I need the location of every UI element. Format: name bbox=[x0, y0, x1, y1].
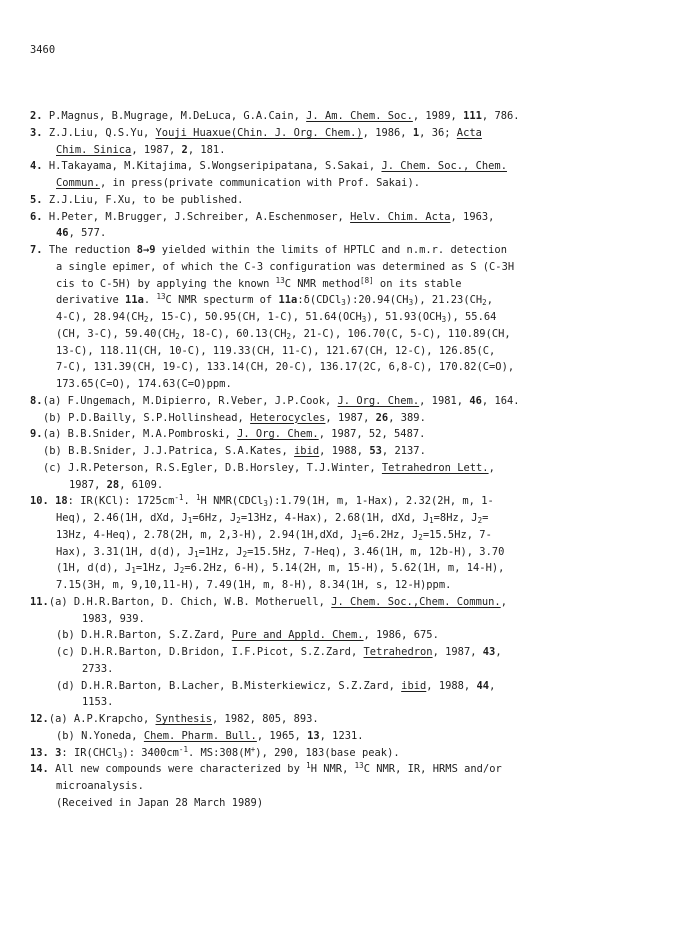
reference-line bbox=[30, 527, 666, 544]
text-run: , 1987, bbox=[325, 411, 376, 424]
text-run: (a) A.P.Krapcho, bbox=[48, 713, 156, 725]
journal-name: Youji Huaxue(Chin. J. Org. Chem.) bbox=[155, 126, 363, 139]
text-run: , 1988, bbox=[319, 445, 370, 457]
text-run: ):1.79(1H, m, 1-Hax), 2.32(2H, m, 1- bbox=[267, 495, 494, 508]
text-run: , bbox=[495, 646, 502, 658]
journal-name: J. Chem. Soc., Chem. bbox=[381, 160, 507, 173]
text-run: , 1987, bbox=[131, 143, 182, 156]
text-run: H NMR, bbox=[310, 763, 355, 776]
text-run: 2733. bbox=[82, 662, 114, 675]
text-run: , 21-C), 106.70(C, 5-C), 110.89(CH, bbox=[291, 327, 511, 340]
text-run: , 1963, bbox=[450, 210, 495, 223]
text-run: , 1982, 805, 893. bbox=[212, 713, 319, 725]
reference-line bbox=[30, 661, 666, 678]
text-run: 7.15(3H, m, 9,10,11-H), 7.49(1H, m, 8-H), 8.34(1H, s, 12-H)ppm. bbox=[56, 579, 452, 591]
reference-line bbox=[30, 359, 666, 376]
text-run: Z.J.Liu, Q.S.Yu, bbox=[42, 126, 156, 139]
reference-line bbox=[30, 544, 666, 561]
text-run: microanalysis. bbox=[56, 780, 144, 792]
text-run: :δ(CDCl bbox=[297, 294, 342, 307]
bold-value: 1 bbox=[412, 126, 420, 139]
text-run: Z.J.Liu, F.Xu, to be published. bbox=[42, 193, 244, 206]
journal-name: Commun. bbox=[56, 177, 100, 189]
references-section bbox=[30, 108, 666, 812]
subscript: 1 bbox=[357, 532, 362, 542]
text-run: : IR(CHCl bbox=[61, 746, 118, 759]
text-run: : IR(KCl): 1725cm bbox=[67, 495, 175, 508]
reference-number: 3. bbox=[30, 126, 43, 139]
text-run: , bbox=[500, 595, 507, 608]
journal-name: J. Am. Chem. Soc. bbox=[306, 110, 413, 122]
bold-value: 28 bbox=[106, 478, 120, 491]
text-run: H.Takayama, M.Kitajima, S.Wongseripipatana, S.Sakai, bbox=[42, 160, 382, 173]
reference-line bbox=[30, 410, 666, 427]
reference-line bbox=[30, 259, 666, 276]
text-run: , 1981, bbox=[419, 394, 470, 407]
journal-name: ibid bbox=[294, 445, 320, 457]
reference-line bbox=[30, 560, 666, 577]
journal-name: Chim. Sinica bbox=[56, 143, 132, 156]
bold-value: 46 bbox=[469, 394, 482, 407]
bold-value: 44 bbox=[476, 679, 490, 692]
subscript: 3 bbox=[341, 298, 346, 308]
text-run: , 1965, bbox=[256, 729, 308, 742]
reference-line bbox=[30, 192, 666, 209]
text-run: =6.2Hz, J bbox=[361, 528, 419, 541]
text-run: . MS:308(M bbox=[187, 746, 251, 759]
journal-name: ibid bbox=[401, 679, 427, 692]
reference-line bbox=[30, 745, 666, 762]
text-run: , 1231. bbox=[319, 729, 364, 742]
reference-line bbox=[30, 125, 666, 142]
reference-line bbox=[30, 694, 666, 711]
text-run: =1Hz, J bbox=[198, 545, 243, 558]
subscript: 2 bbox=[236, 516, 241, 525]
text-run: (b) B.B.Snider, J.J.Patrica, S.A.Kates, bbox=[43, 445, 295, 457]
reference-line bbox=[30, 577, 666, 594]
subscript: 3 bbox=[361, 315, 367, 324]
reference-line bbox=[30, 326, 666, 343]
subscript: 3 bbox=[408, 298, 414, 308]
text-run: (1H, d(d), J bbox=[56, 562, 132, 575]
subscript: 2 bbox=[179, 566, 185, 576]
bold-value: 111 bbox=[463, 110, 482, 122]
text-run: ), 21.23(CH bbox=[413, 294, 483, 307]
text-run: , 1989, bbox=[412, 110, 464, 122]
reference-line bbox=[30, 292, 666, 309]
journal-name: Tetrahedron Lett. bbox=[381, 461, 489, 474]
subscript: 1 bbox=[187, 516, 193, 525]
journal-name: J. Org. Chem. bbox=[337, 394, 420, 407]
text-run: , 164. bbox=[481, 394, 520, 407]
text-run: ), 51.93(OCH bbox=[366, 311, 442, 323]
text-run: on its stable bbox=[373, 277, 462, 290]
reference-number: 13. bbox=[30, 746, 49, 759]
text-run: ): 3400cm bbox=[122, 746, 179, 759]
text-run: =1Hz, J bbox=[135, 562, 180, 575]
reference-line bbox=[30, 678, 666, 695]
reference-line bbox=[30, 611, 666, 628]
text-run: 13Hz, 4-Heq), 2.78(2H, m, 2,3-H), 2.94(1H,dXd, J bbox=[56, 528, 358, 541]
subscript: 3 bbox=[117, 750, 123, 760]
text-run: (b) N.Yoneda, bbox=[56, 729, 144, 742]
reference-line bbox=[30, 778, 666, 795]
text-run: 1983, 939. bbox=[82, 612, 145, 625]
journal-name: J. Org. Chem. bbox=[237, 428, 319, 441]
journal-name: Tetrahedron bbox=[363, 646, 433, 658]
text-run: C NMR, IR, HRMS and/or bbox=[363, 763, 502, 776]
text-run: The reduction bbox=[42, 244, 137, 256]
text-run: , 1987, bbox=[432, 646, 483, 658]
reference-line bbox=[30, 644, 666, 661]
subscript: 3 bbox=[263, 499, 268, 509]
reference-number: 12. bbox=[30, 713, 49, 725]
text-run: All new compounds were characterized by bbox=[48, 763, 307, 776]
bold-value: 3 bbox=[55, 746, 62, 759]
text-run: . bbox=[183, 495, 196, 508]
reference-line bbox=[30, 493, 666, 510]
bold-value: 2 bbox=[181, 143, 188, 156]
reference-line bbox=[30, 443, 666, 460]
subscript: 3 bbox=[441, 315, 447, 324]
text-run: H NMR(CDCl bbox=[200, 495, 264, 508]
text-run: (CH, 3-C), 59.40(CH bbox=[56, 327, 176, 340]
reference-line bbox=[30, 142, 666, 159]
page-number: 3460 bbox=[30, 44, 56, 56]
text-run: (c) D.H.R.Barton, D.Bridon, I.F.Picot, S.Z.Zard, bbox=[56, 646, 364, 658]
subscript: 2 bbox=[482, 298, 487, 308]
subscript: 2 bbox=[143, 315, 149, 324]
text-run: (d) D.H.R.Barton, B.Lacher, B.Misterkiewicz, S.Z.Zard, bbox=[56, 679, 402, 692]
reference-number: 5. bbox=[30, 193, 43, 206]
journal-name: Synthesis bbox=[155, 713, 212, 725]
text-run: 1153. bbox=[82, 696, 114, 709]
text-run: 7-C), 131.39(CH, 19-C), 133.14(CH, 20-C), 136.17(2C, 6,8-C), 170.82(C=O), bbox=[56, 361, 515, 374]
superscript: [8] bbox=[360, 275, 374, 285]
reference-number: 46 bbox=[56, 227, 69, 240]
reference-line bbox=[30, 393, 666, 410]
superscript: 13 bbox=[275, 275, 285, 285]
reference-line bbox=[30, 309, 666, 326]
text-run: , 6109. bbox=[119, 478, 164, 491]
text-run: 4-C), 28.94(CH bbox=[56, 311, 144, 323]
text-run: , 577. bbox=[68, 227, 107, 240]
text-run: . bbox=[143, 294, 157, 307]
superscript: -1 bbox=[174, 493, 184, 503]
text-run: , 1987, 52, 5487. bbox=[318, 428, 426, 441]
reference-line bbox=[30, 761, 666, 778]
text-run: , bbox=[488, 461, 495, 474]
journal-name: Heterocycles bbox=[250, 411, 326, 424]
text-run: cis to C-5H) by applying the known bbox=[56, 277, 276, 290]
reference-line bbox=[30, 175, 666, 192]
subscript: 2 bbox=[418, 532, 423, 542]
text-run: (a) B.B.Snider, M.A.Pombroski, bbox=[42, 428, 238, 441]
text-run: (Received in Japan 28 March 1989) bbox=[56, 796, 264, 809]
reference-line bbox=[30, 225, 666, 242]
text-run: (a) D.H.R.Barton, D. Chich, W.B. Motheruell, bbox=[48, 595, 332, 608]
reference-number: 6. bbox=[30, 210, 43, 223]
bold-value: 11a bbox=[278, 294, 298, 307]
text-run: yielded within the limits of HPTLC and n.m.r. detection bbox=[155, 244, 507, 256]
text-run: ), 55.64 bbox=[446, 311, 497, 323]
text-run: H.Peter, M.Brugger, J.Schreiber, A.Eschenmoser, bbox=[42, 210, 351, 223]
reference-line bbox=[30, 510, 666, 527]
subscript: 1 bbox=[194, 549, 199, 559]
text-run: C NMR method bbox=[284, 277, 361, 290]
journal-name: Helv. Chim. Acta bbox=[350, 210, 451, 223]
reference-line bbox=[30, 376, 666, 393]
text-run: (b) P.D.Bailly, S.P.Hollinshead, bbox=[43, 411, 251, 424]
reference-line bbox=[30, 477, 666, 494]
text-run: , bbox=[489, 679, 496, 692]
bold-value: 43 bbox=[482, 646, 496, 658]
text-run: 1987, bbox=[69, 478, 107, 491]
bold-value: 13 bbox=[307, 729, 320, 742]
subscript: 2 bbox=[175, 331, 180, 341]
text-run: =6.2Hz, 6-H), 5.14(2H, m, 15-H), 5.62(1H, m, 14-H), bbox=[184, 562, 505, 575]
reference-number: 9. bbox=[30, 428, 43, 441]
text-run: , 36; bbox=[419, 126, 457, 139]
reference-number: 11. bbox=[30, 595, 49, 608]
text-run: ):20.94(CH bbox=[345, 294, 409, 307]
text-run: C NMR specturm of bbox=[165, 294, 279, 307]
text-run: Hax), 3.31(1H, d(d), J bbox=[56, 545, 195, 558]
bold-value: 53 bbox=[369, 445, 382, 457]
text-run: , 1986, 675. bbox=[363, 629, 439, 642]
text-run: , 18-C), 60.13(CH bbox=[179, 327, 287, 340]
superscript: -1 bbox=[178, 744, 188, 754]
reference-number: 4. bbox=[30, 160, 43, 173]
bold-value: 18 bbox=[55, 495, 68, 508]
text-run: , 1986, bbox=[362, 126, 413, 139]
text-run: =8Hz, J bbox=[433, 512, 478, 524]
text-run: , 786. bbox=[481, 110, 520, 122]
subscript: 2 bbox=[286, 331, 292, 341]
reference-line bbox=[30, 594, 666, 611]
reference-line bbox=[30, 728, 666, 745]
reference-line bbox=[30, 426, 666, 443]
text-run: ), 290, 183(base peak). bbox=[255, 746, 400, 759]
text-run: a single epimer, of which the C-3 configuration was determined as S (C-3H bbox=[56, 260, 515, 273]
reference-line bbox=[30, 711, 666, 728]
reference-line bbox=[30, 795, 666, 812]
text-run: =13Hz, 4-Hax), 2.68(1H, dXd, J bbox=[240, 512, 430, 524]
reference-line bbox=[30, 242, 666, 259]
reference-line bbox=[30, 627, 666, 644]
reference-number: 14. bbox=[30, 763, 49, 776]
subscript: 2 bbox=[477, 516, 483, 525]
journal-name: Chem. Pharm. Bull. bbox=[143, 729, 257, 742]
text-run: , 389. bbox=[388, 411, 426, 424]
text-run: P.Magnus, B.Mugrage, M.DeLuca, G.A.Cain, bbox=[42, 110, 307, 122]
text-run: =6Hz, J bbox=[192, 512, 237, 524]
reference-number: 2. bbox=[30, 110, 43, 122]
journal-name: Pure and Appld. Chem. bbox=[231, 629, 364, 642]
journal-name: Acta bbox=[456, 126, 482, 139]
subscript: 1 bbox=[131, 566, 136, 576]
reference-number: 8. bbox=[30, 394, 43, 407]
superscript: 13 bbox=[354, 761, 364, 771]
reference-line bbox=[30, 343, 666, 360]
text-run: derivative bbox=[56, 294, 126, 307]
superscript: + bbox=[250, 744, 256, 754]
bold-value: 26 bbox=[375, 411, 389, 424]
text-run: (a) F.Ungemach, M.Dipierro, R.Veber, J.P.Cook, bbox=[42, 394, 338, 407]
text-run: , in press(private communication with Prof. Sakai). bbox=[99, 177, 420, 189]
text-run: 173.65(C=O), 174.63(C=O)ppm. bbox=[56, 378, 232, 390]
text-run: (b) D.H.R.Barton, S.Z.Zard, bbox=[56, 629, 232, 642]
text-run: = bbox=[482, 512, 489, 524]
reference-line bbox=[30, 276, 666, 293]
superscript: 13 bbox=[156, 292, 166, 302]
text-run: , bbox=[486, 294, 493, 307]
reference-number: 7. bbox=[30, 244, 43, 256]
subscript: 2 bbox=[242, 549, 248, 559]
reference-line bbox=[30, 108, 666, 125]
text-run: , 1988, bbox=[426, 679, 477, 692]
text-run: Heq), 2.46(1H, dXd, J bbox=[56, 512, 188, 524]
reference-line bbox=[30, 209, 666, 226]
text-run: , 181. bbox=[187, 143, 226, 156]
bold-value: 11a bbox=[125, 294, 144, 307]
bold-value: 8→9 bbox=[136, 244, 156, 256]
journal-name: J. Chem. Soc.,Chem. Commun. bbox=[331, 595, 501, 608]
text-run: , 15-C), 50.95(CH, 1-C), 51.64(OCH bbox=[148, 311, 362, 323]
reference-line bbox=[30, 158, 666, 175]
superscript: 1 bbox=[196, 493, 201, 503]
reference-number: 10. bbox=[30, 495, 49, 508]
text-run: (c) J.R.Peterson, R.S.Egler, D.B.Horsley, T.J.Winter, bbox=[43, 461, 382, 474]
text-run: =15.5Hz, 7-Heq), 3.46(1H, m, 12b-H), 3.70 bbox=[247, 545, 505, 558]
reference-line bbox=[30, 460, 666, 477]
subscript: 1 bbox=[429, 516, 434, 525]
text-run: 13-C), 118.11(CH, 10-C), 119.33(CH, 11-C), 121.67(CH, 12-C), 126.85(C, bbox=[56, 344, 496, 357]
superscript: 1 bbox=[306, 761, 311, 771]
text-run: , 2137. bbox=[381, 445, 426, 457]
text-run: =15.5Hz, 7- bbox=[422, 528, 492, 541]
